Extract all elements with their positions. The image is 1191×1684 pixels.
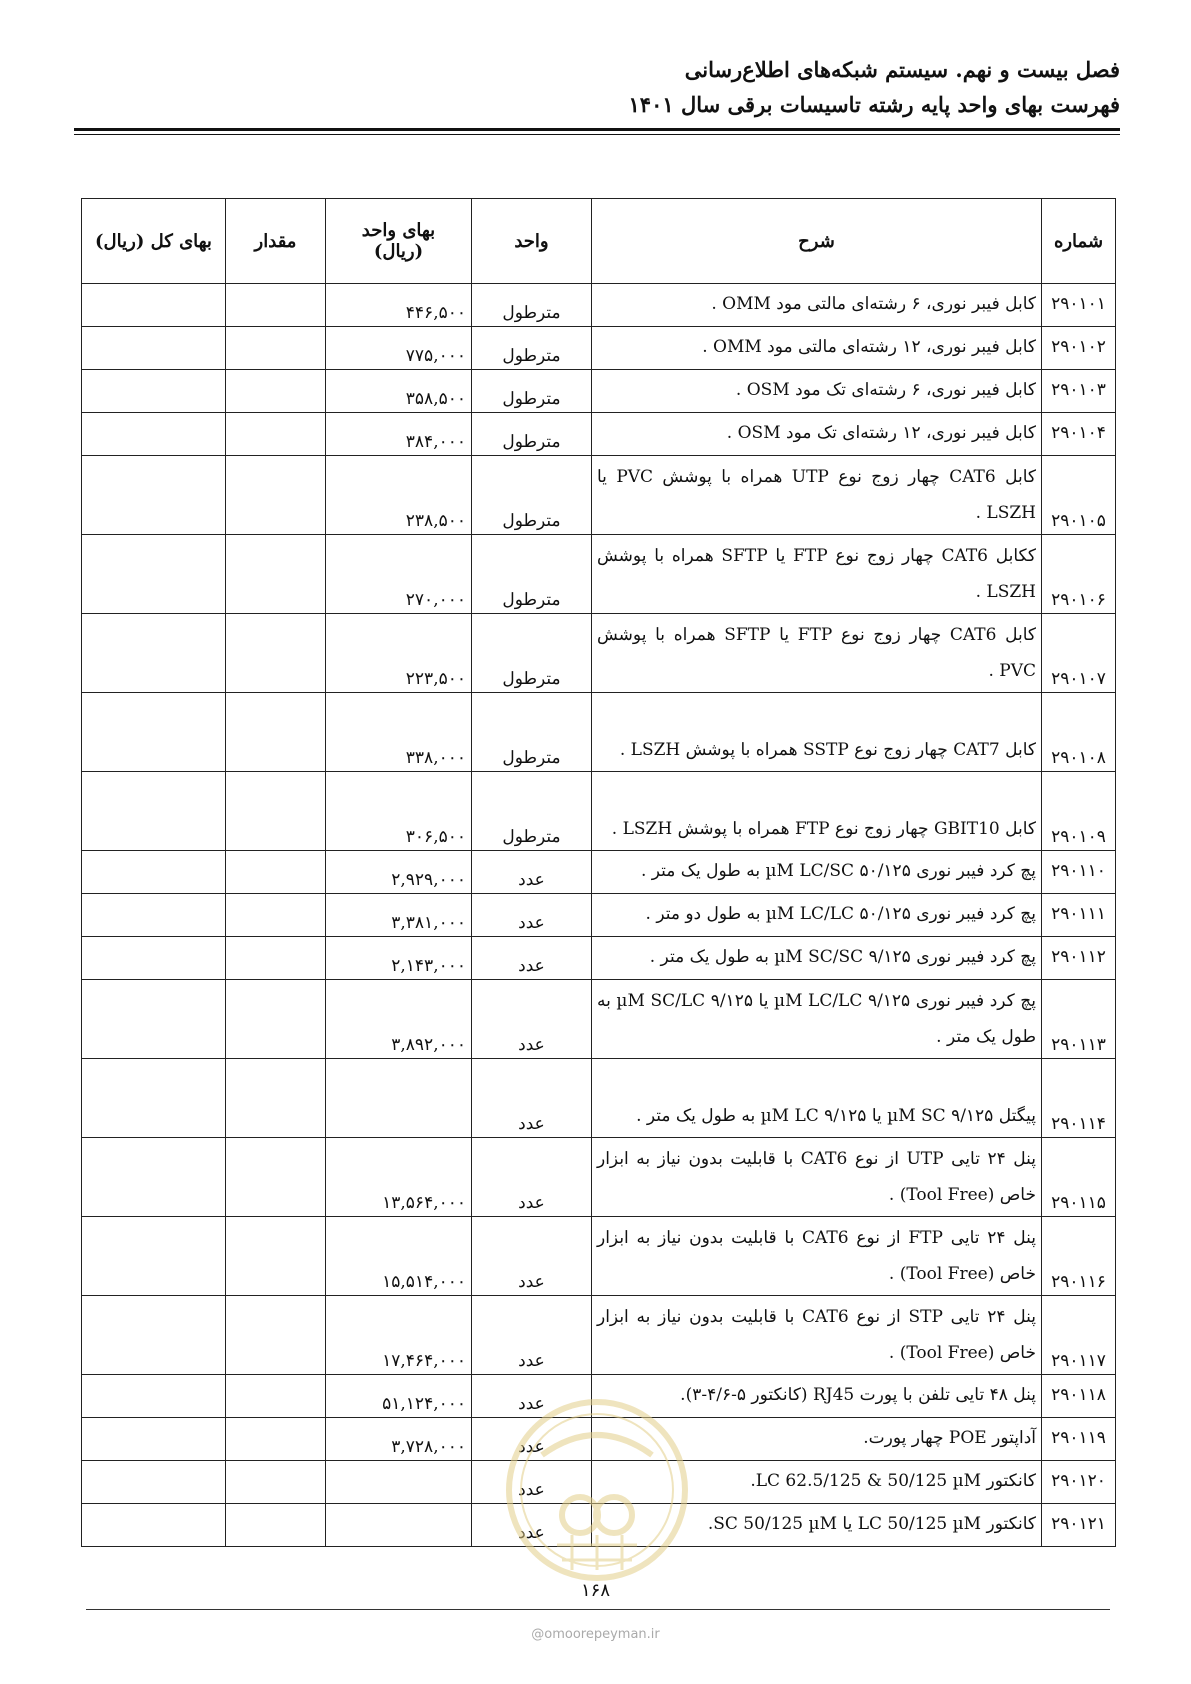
row-unit: مترطول — [472, 413, 592, 456]
row-description: کابل فیبر نوری، ۶ رشته‌ای مالتی مود OMM . — [592, 284, 1042, 327]
row-unit-price: ۷۷۵,۰۰۰ — [326, 327, 472, 370]
row-total — [82, 456, 226, 535]
row-total — [82, 535, 226, 614]
row-description: کابل CAT6 چهار زوج نوع UTP همراه با پوشش PVC یا LSZH . — [592, 456, 1042, 535]
row-unit-price: ۲۳۸,۵۰۰ — [326, 456, 472, 535]
row-unit: عدد — [472, 1059, 592, 1138]
header-rule-thick — [74, 128, 1120, 131]
table-row — [82, 851, 1116, 894]
row-number: ۲۹۰۱۱۴ — [1042, 1059, 1116, 1138]
row-unit: مترطول — [472, 614, 592, 693]
row-quantity — [226, 1375, 326, 1418]
row-total — [82, 327, 226, 370]
document-title: فهرست بهای واحد پایه رشته تاسیسات برقی سال ۱۴۰۱ — [628, 92, 1120, 117]
row-number: ۲۹۰۱۱۱ — [1042, 894, 1116, 937]
row-total — [82, 370, 226, 413]
website-watermark: @omoorepeyman.ir — [531, 1627, 660, 1642]
row-quantity — [226, 1217, 326, 1296]
table-row — [82, 413, 1116, 456]
row-number: ۲۹۰۱۰۱ — [1042, 284, 1116, 327]
row-quantity — [226, 1059, 326, 1138]
row-number: ۲۹۰۱۰۸ — [1042, 693, 1116, 772]
row-total — [82, 980, 226, 1059]
row-description: پچ کرد فیبر نوری ۹/۱۲۵ µM LC/LC یا ۹/۱۲۵ µM SC/LC به طول یک متر . — [592, 980, 1042, 1059]
row-unit-price: ۱۵,۵۱۴,۰۰۰ — [326, 1217, 472, 1296]
row-quantity — [226, 851, 326, 894]
row-unit: عدد — [472, 1217, 592, 1296]
row-quantity — [226, 535, 326, 614]
row-quantity — [226, 980, 326, 1059]
row-description: کابل فیبر نوری، ۱۲ رشته‌ای مالتی مود OMM . — [592, 327, 1042, 370]
row-description: کانکتور LC 62.5/125 & 50/125 µM. — [592, 1461, 1042, 1504]
table-row — [82, 980, 1116, 1059]
table-row — [82, 1138, 1116, 1217]
row-number: ۲۹۰۱۱۰ — [1042, 851, 1116, 894]
row-total — [82, 851, 226, 894]
row-description: پنل ۲۴ تایی STP از نوع CAT6 با قابلیت بدون نیاز به ابزار خاص (Tool Free) . — [592, 1296, 1042, 1375]
row-number: ۲۹۰۱۱۳ — [1042, 980, 1116, 1059]
page-number: ۱۶۸ — [580, 1580, 610, 1601]
header-description: شرح — [592, 199, 1042, 284]
row-description: پچ کرد فیبر نوری ۵۰/۱۲۵ µM LC/SC به طول یک متر . — [592, 851, 1042, 894]
row-unit-price: ۲۷۰,۰۰۰ — [326, 535, 472, 614]
row-total — [82, 1059, 226, 1138]
row-unit-price: ۱۳,۵۶۴,۰۰۰ — [326, 1138, 472, 1217]
row-number: ۲۹۰۱۰۳ — [1042, 370, 1116, 413]
row-quantity — [226, 772, 326, 851]
row-quantity — [226, 370, 326, 413]
row-unit-price: ۱۷,۴۶۴,۰۰۰ — [326, 1296, 472, 1375]
row-quantity — [226, 456, 326, 535]
row-unit: مترطول — [472, 456, 592, 535]
table-row — [82, 614, 1116, 693]
table-row — [82, 456, 1116, 535]
row-quantity — [226, 937, 326, 980]
row-quantity — [226, 1461, 326, 1504]
table-row — [82, 894, 1116, 937]
row-description: کابل CAT6 چهار زوج نوع FTP یا SFTP همراه با پوشش PVC . — [592, 614, 1042, 693]
row-quantity — [226, 284, 326, 327]
row-unit-price: ۳۰۶,۵۰۰ — [326, 772, 472, 851]
row-total — [82, 1504, 226, 1547]
row-unit: عدد — [472, 1504, 592, 1547]
chapter-title: فصل بیست و نهم. سیستم شبکه‌های اطلاع‌رسانی — [684, 57, 1120, 82]
header-quantity: مقدار — [226, 199, 326, 284]
row-unit-price: ۲,۱۴۳,۰۰۰ — [326, 937, 472, 980]
row-unit: عدد — [472, 851, 592, 894]
header-number: شماره — [1042, 199, 1116, 284]
row-unit-price: ۳,۸۹۲,۰۰۰ — [326, 980, 472, 1059]
row-description: پیگتل ۹/۱۲۵ µM SC یا ۹/۱۲۵ µM LC به طول یک متر . — [592, 1059, 1042, 1138]
row-unit-price: ۲,۹۲۹,۰۰۰ — [326, 851, 472, 894]
header-unit: واحد — [472, 199, 592, 284]
table-row — [82, 535, 1116, 614]
row-description: کانکتور LC 50/125 µM یا SC 50/125 µM. — [592, 1504, 1042, 1547]
publisher-seal-watermark — [502, 1395, 692, 1585]
table-row — [82, 693, 1116, 772]
table-row — [82, 370, 1116, 413]
row-unit-price: ۳,۳۸۱,۰۰۰ — [326, 894, 472, 937]
row-unit: مترطول — [472, 535, 592, 614]
row-total — [82, 1217, 226, 1296]
header-unit-price-label: بهای واحد — [361, 220, 436, 241]
row-description: پچ کرد فیبر نوری ۵۰/۱۲۵ µM LC/LC به طول دو متر . — [592, 894, 1042, 937]
row-number: ۲۹۰۱۱۷ — [1042, 1296, 1116, 1375]
table-row — [82, 327, 1116, 370]
footer-rule — [86, 1609, 1110, 1610]
row-description: کابل CAT7 چهار زوج نوع SSTP همراه با پوشش LSZH . — [592, 693, 1042, 772]
row-description: ککابل CAT6 چهار زوج نوع FTP یا SFTP همراه با پوشش LSZH . — [592, 535, 1042, 614]
row-total — [82, 1461, 226, 1504]
row-unit: عدد — [472, 980, 592, 1059]
row-total — [82, 894, 226, 937]
row-description: پچ کرد فیبر نوری ۹/۱۲۵ µM SC/SC به طول یک متر . — [592, 937, 1042, 980]
row-description: کابل فیبر نوری، ۶ رشته‌ای تک مود OSM . — [592, 370, 1042, 413]
row-number: ۲۹۰۱۰۷ — [1042, 614, 1116, 693]
row-number: ۲۹۰۱۰۲ — [1042, 327, 1116, 370]
row-number: ۲۹۰۱۰۹ — [1042, 772, 1116, 851]
row-unit-price: ۳۳۸,۰۰۰ — [326, 693, 472, 772]
row-unit: عدد — [472, 1138, 592, 1217]
row-unit-price: ۳۵۸,۵۰۰ — [326, 370, 472, 413]
header-unit-price — [326, 199, 472, 284]
row-description: پنل ۲۴ تایی UTP از نوع CAT6 با قابلیت بدون نیاز به ابزار خاص (Tool Free) . — [592, 1138, 1042, 1217]
row-description: آداپتور POE چهار پورت. — [592, 1418, 1042, 1461]
row-unit: عدد — [472, 1296, 592, 1375]
row-quantity — [226, 1418, 326, 1461]
row-total — [82, 693, 226, 772]
row-total — [82, 1375, 226, 1418]
row-quantity — [226, 614, 326, 693]
row-unit-price — [326, 1059, 472, 1138]
row-total — [82, 1418, 226, 1461]
page-header — [70, 52, 1120, 122]
row-description: پنل ۴۸ تایی تلفن با پورت RJ45 (کانکتور ۵-۴/۶-۳). — [592, 1375, 1042, 1418]
row-quantity — [226, 693, 326, 772]
row-number: ۲۹۰۱۱۲ — [1042, 937, 1116, 980]
row-quantity — [226, 327, 326, 370]
row-unit: مترطول — [472, 327, 592, 370]
row-total — [82, 614, 226, 693]
row-quantity — [226, 413, 326, 456]
table-row — [82, 772, 1116, 851]
row-unit: مترطول — [472, 370, 592, 413]
row-quantity — [226, 1138, 326, 1217]
row-unit-price: ۵۱,۱۲۴,۰۰۰ — [326, 1375, 472, 1418]
row-unit-price — [326, 1504, 472, 1547]
row-number: ۲۹۰۱۱۵ — [1042, 1138, 1116, 1217]
row-number: ۲۹۰۱۲۱ — [1042, 1504, 1116, 1547]
price-list-table — [81, 198, 1116, 1547]
row-unit: مترطول — [472, 693, 592, 772]
row-unit: عدد — [472, 1375, 592, 1418]
table-row — [82, 284, 1116, 327]
row-unit: عدد — [472, 1418, 592, 1461]
row-unit-price: ۴۴۶,۵۰۰ — [326, 284, 472, 327]
row-number: ۲۹۰۱۲۰ — [1042, 1461, 1116, 1504]
row-total — [82, 284, 226, 327]
table-row — [82, 1059, 1116, 1138]
row-unit: عدد — [472, 894, 592, 937]
row-description: کابل GBIT10 چهار زوج نوع FTP همراه با پوشش LSZH . — [592, 772, 1042, 851]
header-total: بهای کل (ریال) — [82, 199, 226, 284]
row-number: ۲۹۰۱۱۹ — [1042, 1418, 1116, 1461]
row-description: کابل فیبر نوری، ۱۲ رشته‌ای تک مود OSM . — [592, 413, 1042, 456]
row-unit-price: ۲۲۳,۵۰۰ — [326, 614, 472, 693]
row-quantity — [226, 1296, 326, 1375]
row-unit: مترطول — [472, 772, 592, 851]
table-header-row — [82, 199, 1116, 284]
row-total — [82, 937, 226, 980]
header-unit-price-currency: (ریال) — [373, 241, 424, 262]
row-quantity — [226, 1504, 326, 1547]
row-total — [82, 1296, 226, 1375]
row-total — [82, 772, 226, 851]
row-unit-price — [326, 1461, 472, 1504]
row-unit: مترطول — [472, 284, 592, 327]
row-number: ۲۹۰۱۰۶ — [1042, 535, 1116, 614]
row-description: پنل ۲۴ تایی FTP از نوع CAT6 با قابلیت بدون نیاز به ابزار خاص (Tool Free) . — [592, 1217, 1042, 1296]
table-row — [82, 937, 1116, 980]
header-rule-thin — [74, 134, 1120, 135]
row-total — [82, 1138, 226, 1217]
row-unit-price: ۳,۷۲۸,۰۰۰ — [326, 1418, 472, 1461]
row-number: ۲۹۰۱۱۶ — [1042, 1217, 1116, 1296]
row-unit: عدد — [472, 1461, 592, 1504]
table-row — [82, 1296, 1116, 1375]
row-unit-price: ۳۸۴,۰۰۰ — [326, 413, 472, 456]
table-row — [82, 1217, 1116, 1296]
row-quantity — [226, 894, 326, 937]
row-number: ۲۹۰۱۱۸ — [1042, 1375, 1116, 1418]
row-number: ۲۹۰۱۰۵ — [1042, 456, 1116, 535]
row-total — [82, 413, 226, 456]
row-number: ۲۹۰۱۰۴ — [1042, 413, 1116, 456]
row-unit: عدد — [472, 937, 592, 980]
